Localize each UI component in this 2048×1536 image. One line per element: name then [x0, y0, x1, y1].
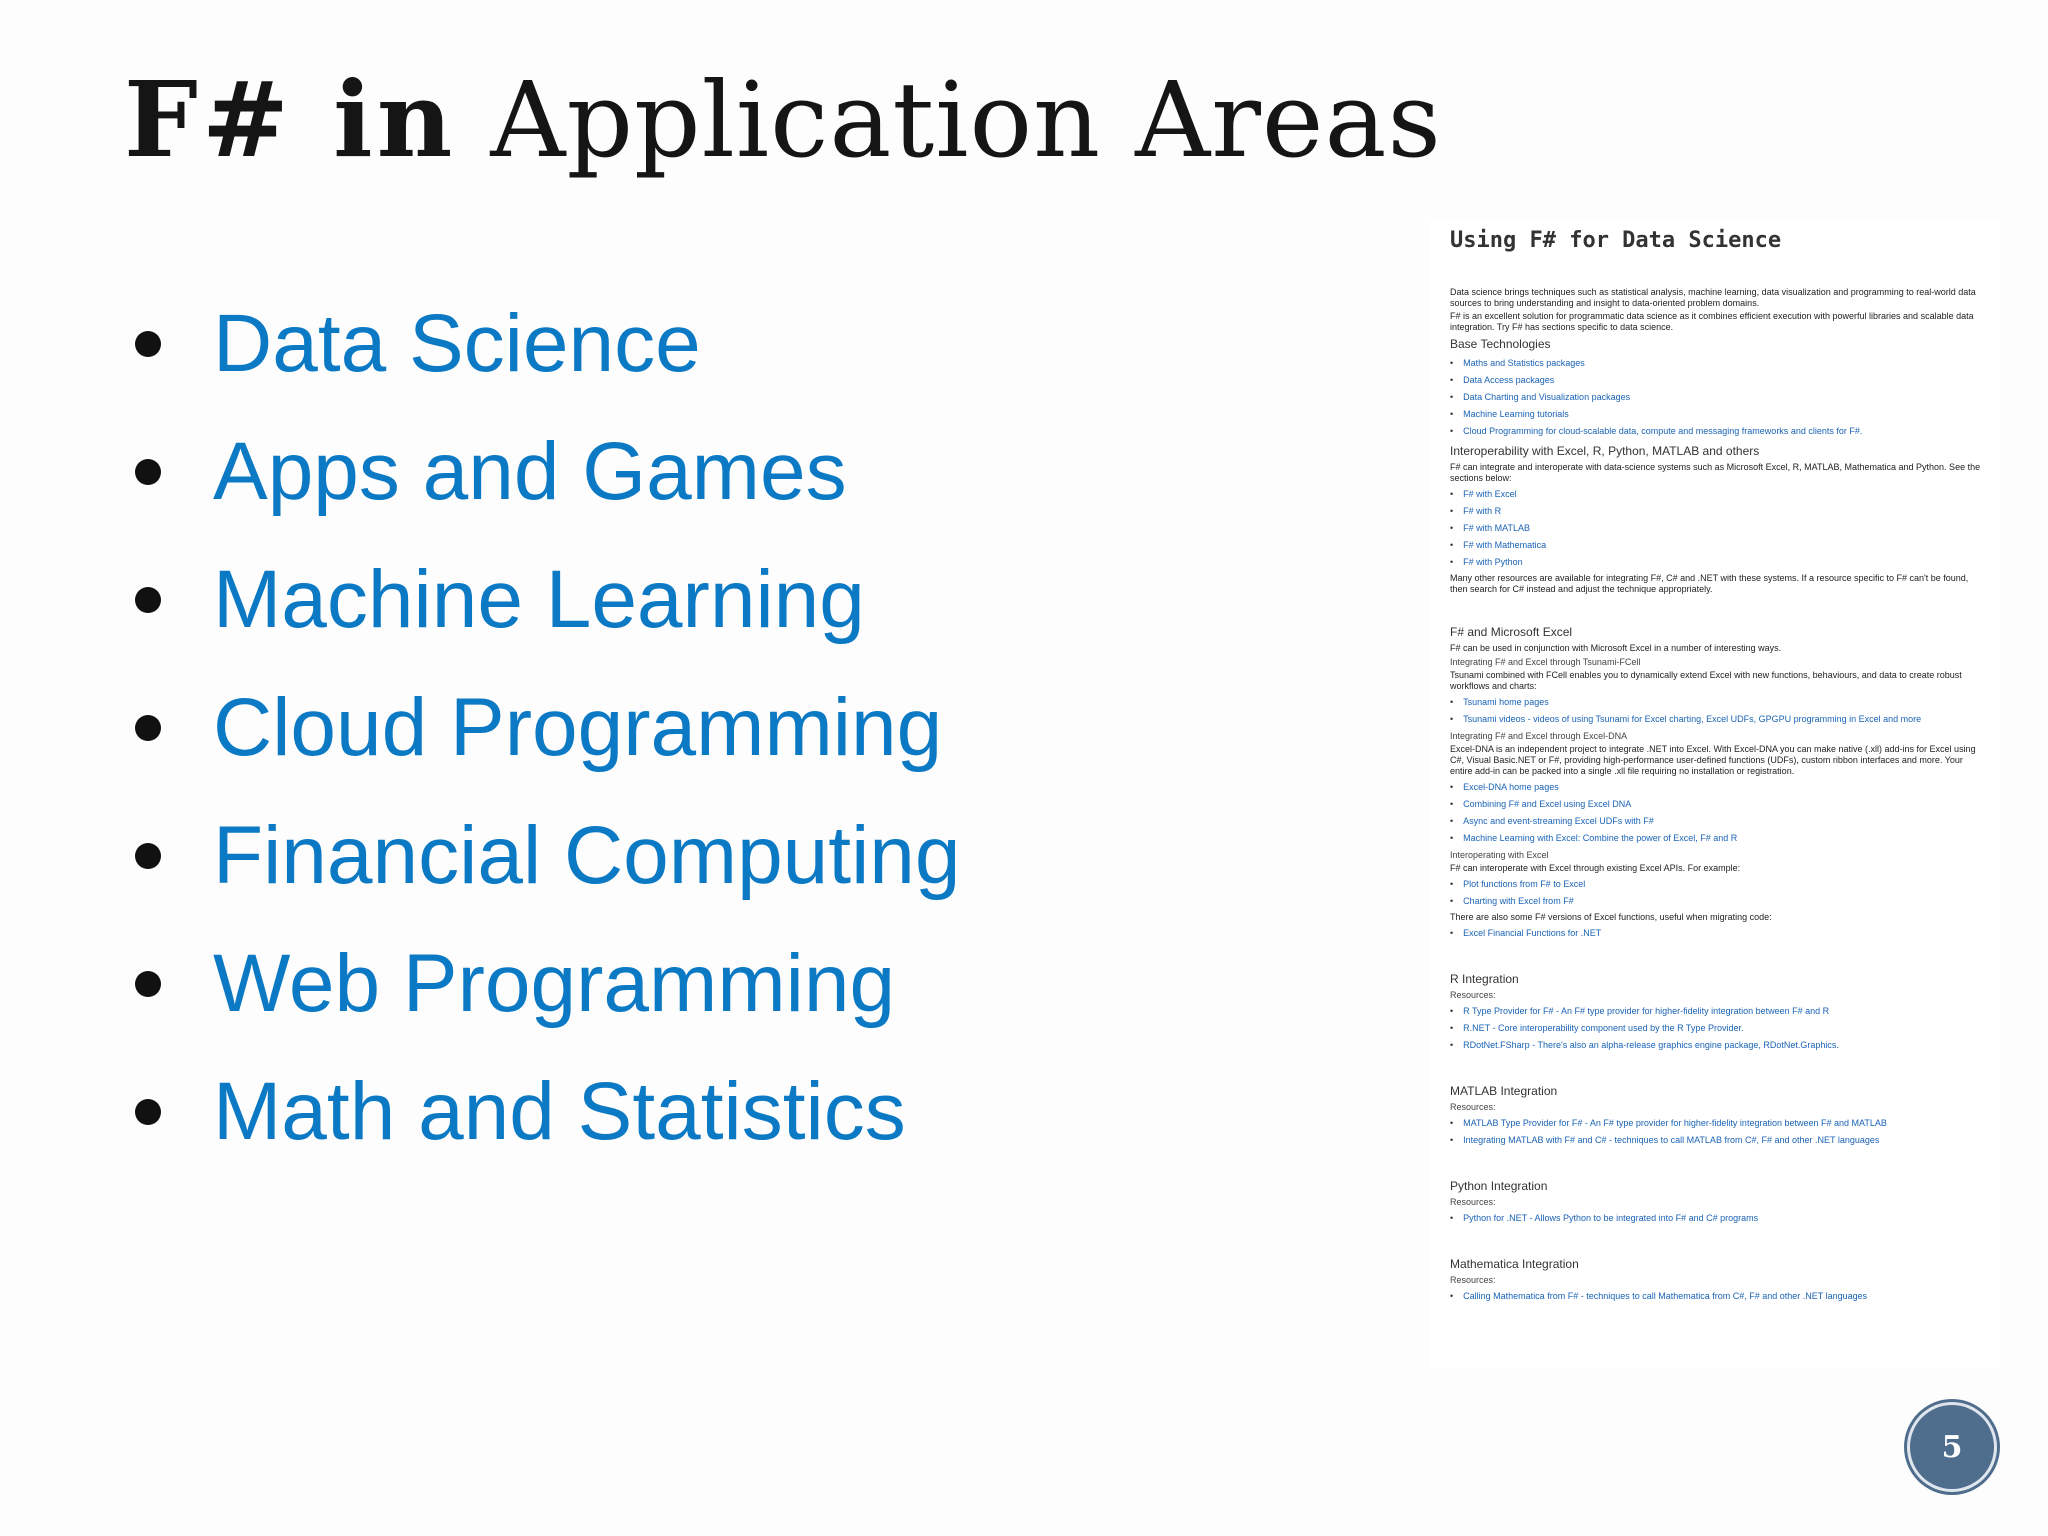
list-item [135, 920, 961, 1048]
bullet-list [135, 280, 961, 1176]
doc-matlab-heading: MATLAB Integration [1450, 1084, 1558, 1098]
bullet-icon [135, 459, 161, 485]
doc-link[interactable]: • Machine Learning with Excel: Combine the power of Excel, F# and R [1450, 830, 2000, 847]
list-item [135, 664, 961, 792]
list-item [135, 792, 961, 920]
doc-link[interactable]: • Tsunami home pages [1450, 694, 2000, 711]
bullet-icon [135, 843, 161, 869]
doc-excel-text: F# can be used in conjunction with Microsoft Excel in a number of interesting ways. [1450, 643, 1782, 653]
list-item [135, 408, 961, 536]
bullet-icon [135, 971, 161, 997]
bullet-label[interactable]: Apps and Games [213, 426, 847, 517]
doc-excel-sub1-text: Tsunami combined with FCell enables you to dynamically extend Excel with new functions, behaviours, and data to create robust workflows and charts: [1450, 670, 1962, 691]
doc-link[interactable]: • RDotNet.FSharp - There's also an alpha-release graphics engine package, RDotNet.Graphics. [1450, 1037, 2000, 1054]
doc-mathematica-list [1430, 1288, 2000, 1305]
doc-excel-sub2: Integrating F# and Excel through Excel-DNA [1450, 731, 1628, 741]
doc-excel-sub3-more: There are also some F# versions of Excel functions, useful when migrating code: [1450, 912, 1772, 922]
bullet-icon [135, 715, 161, 741]
doc-excel-sub3-list [1430, 876, 2000, 910]
list-item [135, 536, 961, 664]
doc-link[interactable]: • F# with Excel [1450, 486, 2000, 503]
doc-excel-sub1-list [1430, 694, 2000, 728]
slide-title-bold: F# in [124, 58, 457, 181]
doc-link[interactable]: • Integrating MATLAB with F# and C# - techniques to call MATLAB from C#, F# and other .NET languages [1450, 1132, 2000, 1149]
doc-r-list [1430, 1003, 2000, 1054]
page-number-badge: 5 [1910, 1405, 1994, 1489]
doc-link[interactable]: • R Type Provider for F# - An F# type provider for higher-fidelity integration between F# and R [1450, 1003, 2000, 1020]
doc-link[interactable]: • Charting with Excel from F# [1450, 893, 2000, 910]
doc-interop-more: Many other resources are available for integrating F#, C# and .NET with these systems. If a resource specific to F# can't be found, then search for C# instead and adjust the technique appropriately. [1450, 573, 1969, 594]
bullet-label[interactable]: Data Science [213, 298, 701, 389]
bullet-icon [135, 331, 161, 357]
bullet-icon [135, 1099, 161, 1125]
doc-python-heading: Python Integration [1450, 1179, 1548, 1193]
doc-intro-2: F# is an excellent solution for programmatic data science as it combines efficient execution with powerful libraries and scalable data integration. Try F# has sections specific to data science. [1450, 311, 1974, 332]
doc-link[interactable]: • Cloud Programming for cloud-scalable data, compute and messaging frameworks and clients for F#. [1450, 423, 2000, 440]
slide-title-rest: Application Areas [456, 59, 1442, 181]
doc-link[interactable]: • F# with Python [1450, 554, 2000, 571]
doc-link[interactable]: • F# with R [1450, 503, 2000, 520]
doc-base-heading: Base Technologies [1450, 337, 1551, 351]
doc-link[interactable]: • Async and event-streaming Excel UDFs with F# [1450, 813, 2000, 830]
doc-mathematica-heading: Mathematica Integration [1450, 1257, 1579, 1271]
doc-link[interactable]: • Python for .NET - Allows Python to be integrated into F# and C# programs [1450, 1210, 2000, 1227]
doc-matlab-list [1430, 1115, 2000, 1149]
doc-resources-label: Resources: [1450, 990, 1496, 1000]
slide-title [124, 58, 1442, 183]
document-thumbnail [1430, 218, 2000, 1368]
doc-excel-sub3: Interoperating with Excel [1450, 850, 1549, 860]
bullet-icon [135, 587, 161, 613]
doc-interop-heading: Interoperability with Excel, R, Python, MATLAB and others [1450, 444, 1760, 458]
doc-link[interactable]: • Combining F# and Excel using Excel DNA [1450, 796, 2000, 813]
doc-link[interactable]: • Excel Financial Functions for .NET [1450, 925, 2000, 942]
doc-intro-1: Data science brings techniques such as statistical analysis, machine learning, data visualization and programming to real-world data sources to bring understanding and insight to data-oriented problem domains. [1450, 287, 1976, 308]
doc-excel-heading: F# and Microsoft Excel [1450, 625, 1573, 639]
bullet-label[interactable]: Math and Statistics [213, 1066, 906, 1157]
bullet-label[interactable]: Web Programming [213, 938, 896, 1029]
doc-r-heading: R Integration [1450, 972, 1519, 986]
doc-link[interactable]: • F# with Mathematica [1450, 537, 2000, 554]
doc-link[interactable]: • Data Charting and Visualization packages [1450, 389, 2000, 406]
doc-excel-sub3-text: F# can interoperate with Excel through existing Excel APIs. For example: [1450, 863, 1741, 873]
doc-interop-text: F# can integrate and interoperate with data-science systems such as Microsoft Excel, R, MATLAB, Mathematica and Python. See the sections below: [1450, 462, 1981, 483]
doc-interop-list [1430, 486, 2000, 571]
doc-link[interactable]: • Calling Mathematica from F# - techniques to call Mathematica from C#, F# and other .NET languages [1450, 1288, 2000, 1305]
doc-link[interactable]: • R.NET - Core interoperability component used by the R Type Provider. [1450, 1020, 2000, 1037]
doc-link[interactable]: • Data Access packages [1450, 372, 2000, 389]
doc-excel-sub1: Integrating F# and Excel through Tsunami-FCell [1450, 657, 1641, 667]
doc-link[interactable]: • MATLAB Type Provider for F# - An F# type provider for higher-fidelity integration between F# and MATLAB [1450, 1115, 2000, 1132]
bullet-label[interactable]: Machine Learning [213, 554, 865, 645]
doc-link[interactable]: • Excel-DNA home pages [1450, 779, 2000, 796]
doc-excel-sub3-list-2 [1430, 925, 2000, 942]
doc-excel-sub2-text: Excel-DNA is an independent project to integrate .NET into Excel. With Excel-DNA you can make native (.xll) add-ins for Excel using C#, Visual Basic.NET or F#, providing high-performance user-defined functions (UDFs), custom ribbon interfaces and more. Your entire add-in can be packed into a single .xll file requiring no installation or registration. [1450, 744, 1976, 776]
doc-excel-sub2-list [1430, 779, 2000, 847]
doc-resources-label: Resources: [1450, 1197, 1496, 1207]
list-item [135, 280, 961, 408]
doc-base-list [1430, 355, 2000, 440]
bullet-label[interactable]: Cloud Programming [213, 682, 943, 773]
doc-link[interactable]: • Tsunami videos - videos of using Tsunami for Excel charting, Excel UDFs, GPGPU programming in Excel and more [1450, 711, 2000, 728]
doc-link[interactable]: • Maths and Statistics packages [1450, 355, 2000, 372]
doc-link[interactable]: • Plot functions from F# to Excel [1450, 876, 2000, 893]
doc-link[interactable]: • F# with MATLAB [1450, 520, 2000, 537]
bullet-label[interactable]: Financial Computing [213, 810, 961, 901]
doc-resources-label: Resources: [1450, 1102, 1496, 1112]
doc-link[interactable]: • Machine Learning tutorials [1450, 406, 2000, 423]
doc-python-list [1430, 1210, 2000, 1227]
list-item [135, 1048, 961, 1176]
doc-heading: Using F# for Data Science [1450, 228, 1782, 253]
doc-resources-label: Resources: [1450, 1275, 1496, 1285]
